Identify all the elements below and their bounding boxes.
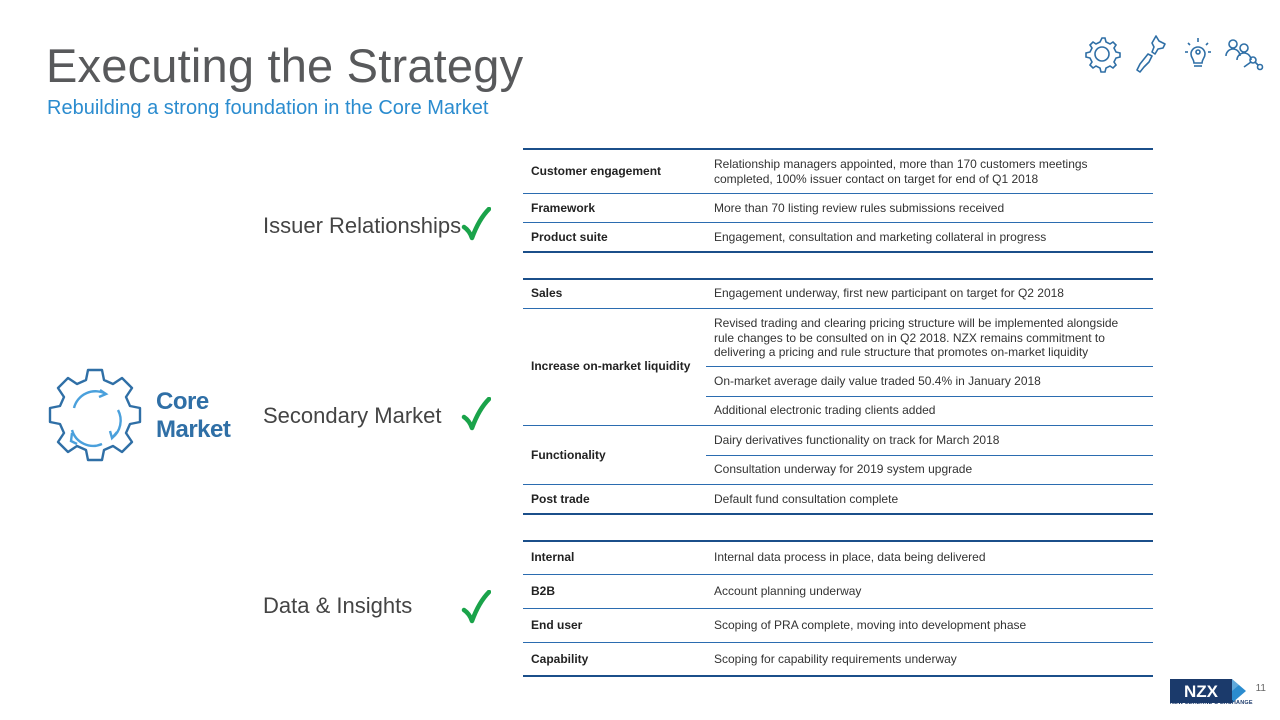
checkmark-icon [461, 397, 491, 431]
row-label: Framework [531, 201, 596, 215]
nzx-tagline: NEW ZEALAND'S EXCHANGE [1170, 700, 1253, 706]
row-text: Consultation underway for 2019 system upgrade [714, 462, 973, 476]
row-text: Scoping for capability requirements underway [714, 652, 957, 666]
table-rule [523, 675, 1153, 677]
row-text: Relationship managers appointed, more than 170 customers meetings completed, 100% issuer contact on target for end of Q1 2018 [714, 157, 1088, 186]
table-rule [523, 425, 1153, 426]
table-rule [523, 513, 1153, 515]
table-rule [523, 251, 1153, 253]
row-label: End user [531, 618, 583, 632]
core-market-gear-icon [44, 366, 146, 468]
row-text: More than 70 listing review rules submissions received [714, 201, 1005, 215]
table-rule [523, 642, 1153, 643]
table-rule [706, 366, 1153, 367]
section-label-secondary: Secondary Market [263, 403, 442, 428]
table-rule [523, 484, 1153, 485]
row-label: B2B [531, 584, 556, 598]
page-title: Executing the Strategy [46, 39, 524, 92]
page-subtitle: Rebuilding a strong foundation in the Core Market [47, 97, 489, 119]
section-label-data: Data & Insights [263, 593, 413, 618]
table-rule [523, 193, 1153, 194]
nz-map-icon [1132, 34, 1170, 74]
row-label: Internal [531, 550, 575, 564]
row-text: Revised trading and clearing pricing structure will be implemented alongside rule changes to be consulted on in Q2 2018. NZX remains commitment to delivering a pricing and rule structure that promotes on-market liquidity [714, 316, 1119, 359]
row-text: Dairy derivatives functionality on track for March 2018 [714, 433, 1000, 447]
page-number: 11 [1255, 683, 1266, 694]
row-text: Additional electronic trading clients added [714, 403, 936, 417]
row-label: Post trade [531, 492, 590, 506]
row-label: Functionality [531, 448, 606, 462]
core-label-line2: Market [156, 416, 231, 443]
row-label: Capability [531, 652, 589, 666]
table-rule [523, 222, 1153, 223]
row-text: Internal data process in place, data being delivered [714, 550, 986, 564]
table-rule [706, 396, 1153, 397]
row-text: Engagement, consultation and marketing collateral in progress [714, 230, 1047, 244]
core-market-label [156, 388, 230, 444]
table-rule [523, 278, 1153, 280]
row-label: Sales [531, 286, 563, 300]
table-rule [523, 608, 1153, 609]
checkmark-icon [461, 590, 491, 624]
nzx-logo-text: NZX [1184, 682, 1218, 701]
table-rule [706, 455, 1153, 456]
row-text: Scoping of PRA complete, moving into development phase [714, 618, 1027, 632]
gear-icon [1082, 34, 1122, 74]
row-text: Engagement underway, first new participant on target for Q2 2018 [714, 286, 1064, 300]
row-text: Default fund consultation complete [714, 492, 899, 506]
row-label: Increase on-market liquidity [531, 359, 691, 373]
row-text: Account planning underway [714, 584, 862, 598]
row-label: Product suite [531, 230, 608, 244]
table-rule [523, 148, 1153, 150]
table-rule [523, 540, 1153, 542]
header-icons [1082, 34, 1264, 74]
table-rule [523, 574, 1153, 575]
lightbulb-user-icon [1178, 34, 1218, 74]
row-label: Customer engagement [531, 164, 662, 178]
people-network-icon [1222, 34, 1264, 74]
row-text: On-market average daily value traded 50.4% in January 2018 [714, 374, 1041, 388]
core-label-line1: Core [156, 388, 209, 415]
table-rule [523, 308, 1153, 309]
section-label-issuer: Issuer Relationships [263, 213, 462, 238]
checkmark-icon [461, 207, 491, 241]
